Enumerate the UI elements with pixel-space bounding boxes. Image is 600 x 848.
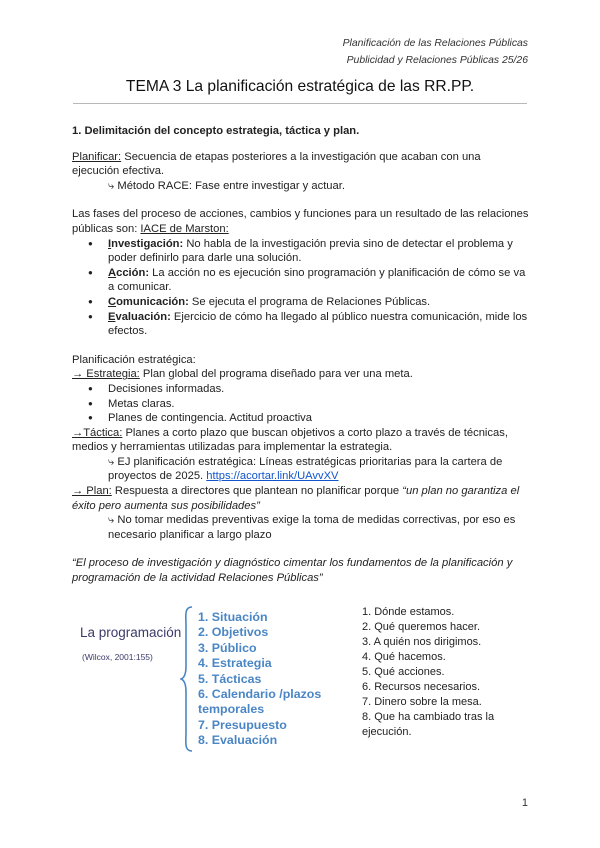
step-item: 7. Presupuesto	[198, 717, 287, 732]
programacion-diagram	[72, 604, 532, 754]
estrategia-term: → Estrategia:	[72, 368, 140, 381]
process-quote: “El proceso de investigación y diagnóstico cimentar los fundamentos de la planificación y programación de la actividad Relaciones Públicas”	[72, 557, 513, 585]
answer-item: 4. Qué hacemos.	[362, 651, 446, 663]
planificar-text: Secuencia de etapas posteriores a la investigación que acaban con una ejecución efectiva.	[72, 150, 481, 178]
step-item: 2. Objetivos	[198, 625, 269, 640]
answers-list	[362, 605, 532, 740]
list-item: ● Acción: La acción no es ejecución sino programación y planificación de cómo se va a comunicar.	[72, 266, 529, 295]
list-item: ● Investigación: No habla de la investigación previa sino de detectar el problema y poder definirlo para darle una solución.	[72, 237, 529, 266]
answer-item: 5. Qué acciones.	[362, 666, 445, 678]
answer-item: 1. Dónde estamos.	[362, 606, 455, 618]
diagram-citation: (Wilcox, 2001:155)	[82, 652, 153, 662]
answer-item: 7. Dinero sobre la mesa.	[362, 696, 482, 708]
example-link[interactable]: https://acortar.link/UAvvXV	[206, 470, 339, 483]
answer-item: 3. A quién nos dirigimos.	[362, 636, 482, 648]
step-item: 4. Estrategia	[198, 656, 272, 671]
tactica-definition: →Táctica: Planes a corto plazo que buscan objetivos a corto plazo a través de técnicas, medios y herramientas utilizadas para implementar la estrategia.	[72, 426, 508, 454]
fases-intro: Las fases del proceso de acciones, cambios y funciones para un resultado de las relaciones públicas son: IACE de Marston:	[72, 208, 529, 235]
curly-brace-icon	[180, 606, 194, 752]
tactica-term: →Táctica:	[72, 426, 123, 439]
steps-list	[198, 610, 368, 749]
tactica-example: ⤷ EJ planificación estratégica: Líneas estratégicas prioritarias para la cartera de proyectos de 2025. https://acortar.link/UAvvXV	[108, 455, 503, 483]
plan-term: → Plan:	[72, 485, 112, 498]
step-item: 5. Tácticas	[198, 671, 262, 686]
estrategia-definition: → Estrategia: Plan global del programa diseñado para ver una meta.	[72, 368, 413, 381]
page-title: TEMA 3 La planificación estratégica de las RR.PP.	[125, 78, 475, 95]
diagram-title: La programación	[80, 625, 182, 640]
document-body	[72, 124, 529, 586]
page-number: 1	[521, 797, 528, 809]
answer-item: 8. Que ha cambiado tras la ejecución.	[362, 711, 495, 738]
section-heading: 1. Delimitación del concepto estrategia, táctica y plan.	[72, 125, 360, 137]
step-item: 3. Público	[198, 640, 257, 655]
list-item: ● Evaluación: Ejercicio de cómo ha llegado al público nuestra comunicación, mide los efectos.	[72, 310, 529, 339]
list-item: ● Planes de contingencia. Actitud proactiva	[72, 411, 529, 426]
planificar-term: Planificar:	[72, 150, 122, 163]
list-item: ● Comunicación: Se ejecuta el programa de Relaciones Públicas.	[72, 295, 529, 310]
fases-list	[72, 237, 529, 339]
estrategia-list	[72, 382, 529, 426]
step-item: 8. Evaluación	[198, 733, 278, 748]
answer-item: 6. Recursos necesarios.	[362, 681, 480, 693]
race-note: ⤷ Método RACE: Fase entre investigar y actuar.	[108, 179, 345, 192]
list-item: ● Metas claras.	[72, 397, 529, 412]
plan-definition: → Plan: Respuesta a directores que plantean no planificar porque “un plan no garantiza el éxito pero aumenta sus posibilidades”	[72, 485, 520, 512]
plan-quote: “un plan no garantiza el éxito pero aumenta sus posibilidades”	[72, 485, 520, 512]
header-course: Planificación de las Relaciones Públicas	[342, 38, 528, 49]
list-item: ● Decisiones informadas.	[72, 382, 529, 397]
title-divider	[73, 103, 527, 104]
fases-source: IACE de Marston:	[140, 222, 229, 235]
plan-note: ⤷ No tomar medidas preventivas exige la toma de medidas correctivas, por eso es necesario planificar a largo plazo	[108, 514, 516, 541]
answer-item: 2. Qué queremos hacer.	[362, 621, 481, 633]
planificacion-estrategica-label: Planificación estratégica:	[72, 353, 196, 366]
planificar-definition	[72, 150, 529, 179]
page-header	[343, 36, 528, 69]
header-degree: Publicidad y Relaciones Públicas 25/26	[346, 54, 528, 66]
step-item: 1. Situación	[198, 610, 268, 624]
step-item: 6. Calendario /plazos temporales	[198, 687, 322, 717]
